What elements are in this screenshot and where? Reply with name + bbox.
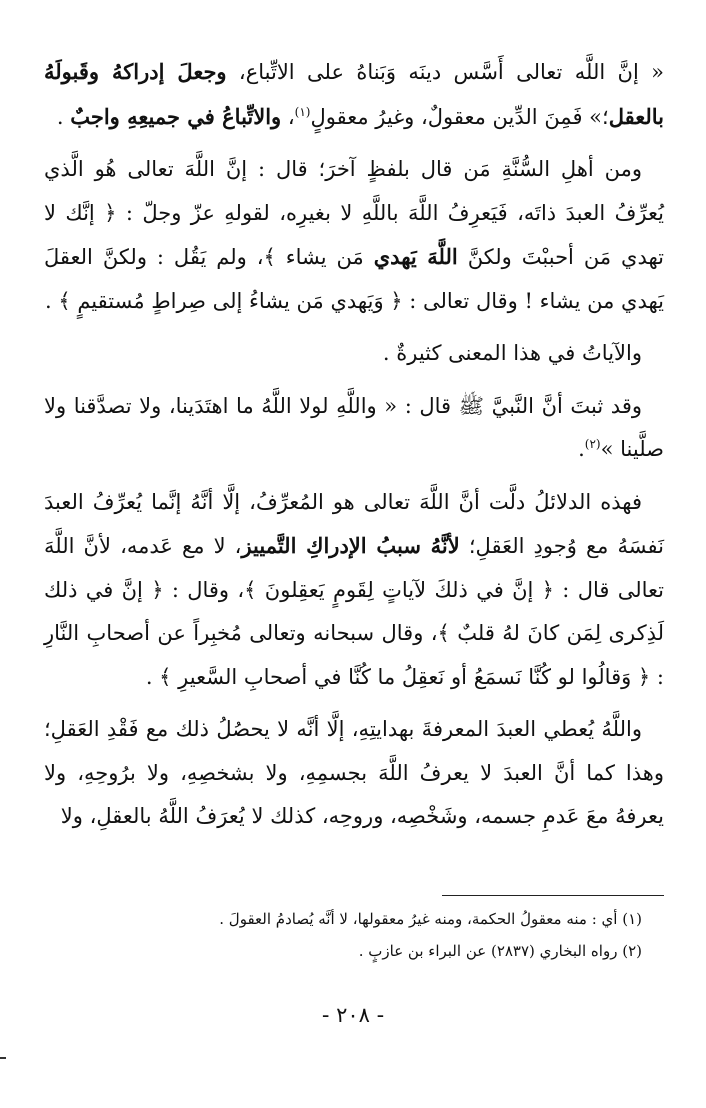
text-run: « إنَّ اللَّه تعالى أَسَّس دينَه وَبَناهُ على الاتِّباع،: [226, 60, 664, 84]
text-run: ؛» فَمِنَ الدِّين معقولٌ، وغيرُ معقولٍ: [310, 104, 609, 129]
text-run: ، لا مع عَدمه، لأنَّ اللَّهَ تعالى قال : ﴿ إنَّ في ذلكَ لآياتٍ لِقَومٍ يَعقِلونَ ﴾، وقال : ﴿ إنَّ في ذلك لَذِكرى لِمَن كانَ لهُ قلبٌ ﴾، وقال سبحانه وتعالى مُخبِراً عن أصحابِ النَّارِ : ﴿ وَقالُوا لو كُنَّا نَسمَعُ أو نَعقِلُ ما كُنَّا في أصحابِ السَّعيرِ ﴾ .: [44, 534, 664, 689]
paragraph-5: [44, 481, 664, 700]
bold-text-run: والاتِّباعُ في جميعِهِ واجبٌ: [70, 103, 282, 129]
footnote-divider: [442, 895, 664, 896]
footnotes: [44, 903, 664, 967]
margin-mark: [0, 1057, 6, 1059]
text-run: ،: [281, 104, 295, 129]
text-run: .: [56, 104, 71, 129]
footnote-ref-1: (١): [294, 104, 311, 119]
bold-text-run: اللَّهَ يَهدي: [373, 244, 458, 269]
footnote-2: (٢) رواه البخاري (٢٨٣٧) عن البراء بن عازبٍ .: [358, 942, 642, 960]
text-run: ومن أهلِ السُّنَّةِ مَن قال بلفظٍ آخرَ؛ قال : إنَّ اللَّهَ تعالى هُو الَّذي يُعرِّفُ العبدَ ذاتَه، فَيَعرِفُ اللَّهَ باللَّهِ لا بغيرِه، لقولهِ عزّ وجلّ : ﴿ إنَّك لا تهدي مَن أحببْتَ ولكنَّ: [44, 157, 664, 269]
footnote-1: (١) أي : منه معقولُ الحكمة، ومنه غيرُ معقولها، لا أنَّه يُصادمُ العقولَ .: [219, 910, 642, 928]
page-number: - ٢٠٨ -: [321, 1003, 385, 1027]
bold-text-run: لأنَّهُ سببُ الإدراكِ التَّمييز: [241, 533, 460, 558]
main-text: [44, 50, 664, 848]
paragraph-6: [44, 708, 664, 839]
text-run: .: [578, 437, 585, 461]
text-run: مَن يشاء ﴾، ولم يَقُل : ولكنَّ العقلَ يَهدي من يشاء ! وقال تعالى : ﴿ وَيَهدي مَن يشاءُ إلى صِراطٍ مُستقيمٍ ﴾ .: [44, 245, 664, 313]
paragraph-3: [44, 332, 664, 376]
footnote-ref-2: (٢): [584, 437, 601, 451]
text-run: فهذه الدلائلُ دلَّت أنَّ اللَّهَ تعالى هو المُعرِّفُ، إلَّا أنَّهُ إنَّما يُعرِّفُ العبدَ نَفسَهُ مع وُجودِ العَقلِ؛: [44, 489, 664, 558]
text-run: واللَّهُ يُعطي العبدَ المعرفةَ بهدايتِهِ، إلَّا أنَّه لا يحصُلُ ذلك مع فَقْدِ العَقلِ؛ وهذا كما أنَّ العبدَ لا يعرفُ اللَّهَ بجسمِهِ، ولا بشخصِهِ، ولا برُوحِهِ، ولا يعرفهُ معَ عَدمِ جسمه، وشَخْصِه، وروحِه، كذلك لا يُعرَفُ اللَّهُ بالعقلِ، ولا: [44, 717, 664, 828]
bold-text-run: وجعلَ إدراكهُ وقَبولَهُ بالعقل: [44, 59, 664, 129]
paragraph-4: [44, 385, 664, 472]
text-run: والآياتُ في هذا المعنى كثيرةٌ .: [382, 341, 642, 365]
paragraph-1: [44, 50, 664, 139]
text-run: وقد ثبتَ أنَّ النَّبيَّ ﷺ قال : « واللَّهِ لولا اللَّهُ ما اهتَدَينا، ولا تصدَّقنا ولا صلَّينا »: [44, 393, 664, 461]
paragraph-2: [44, 148, 664, 323]
